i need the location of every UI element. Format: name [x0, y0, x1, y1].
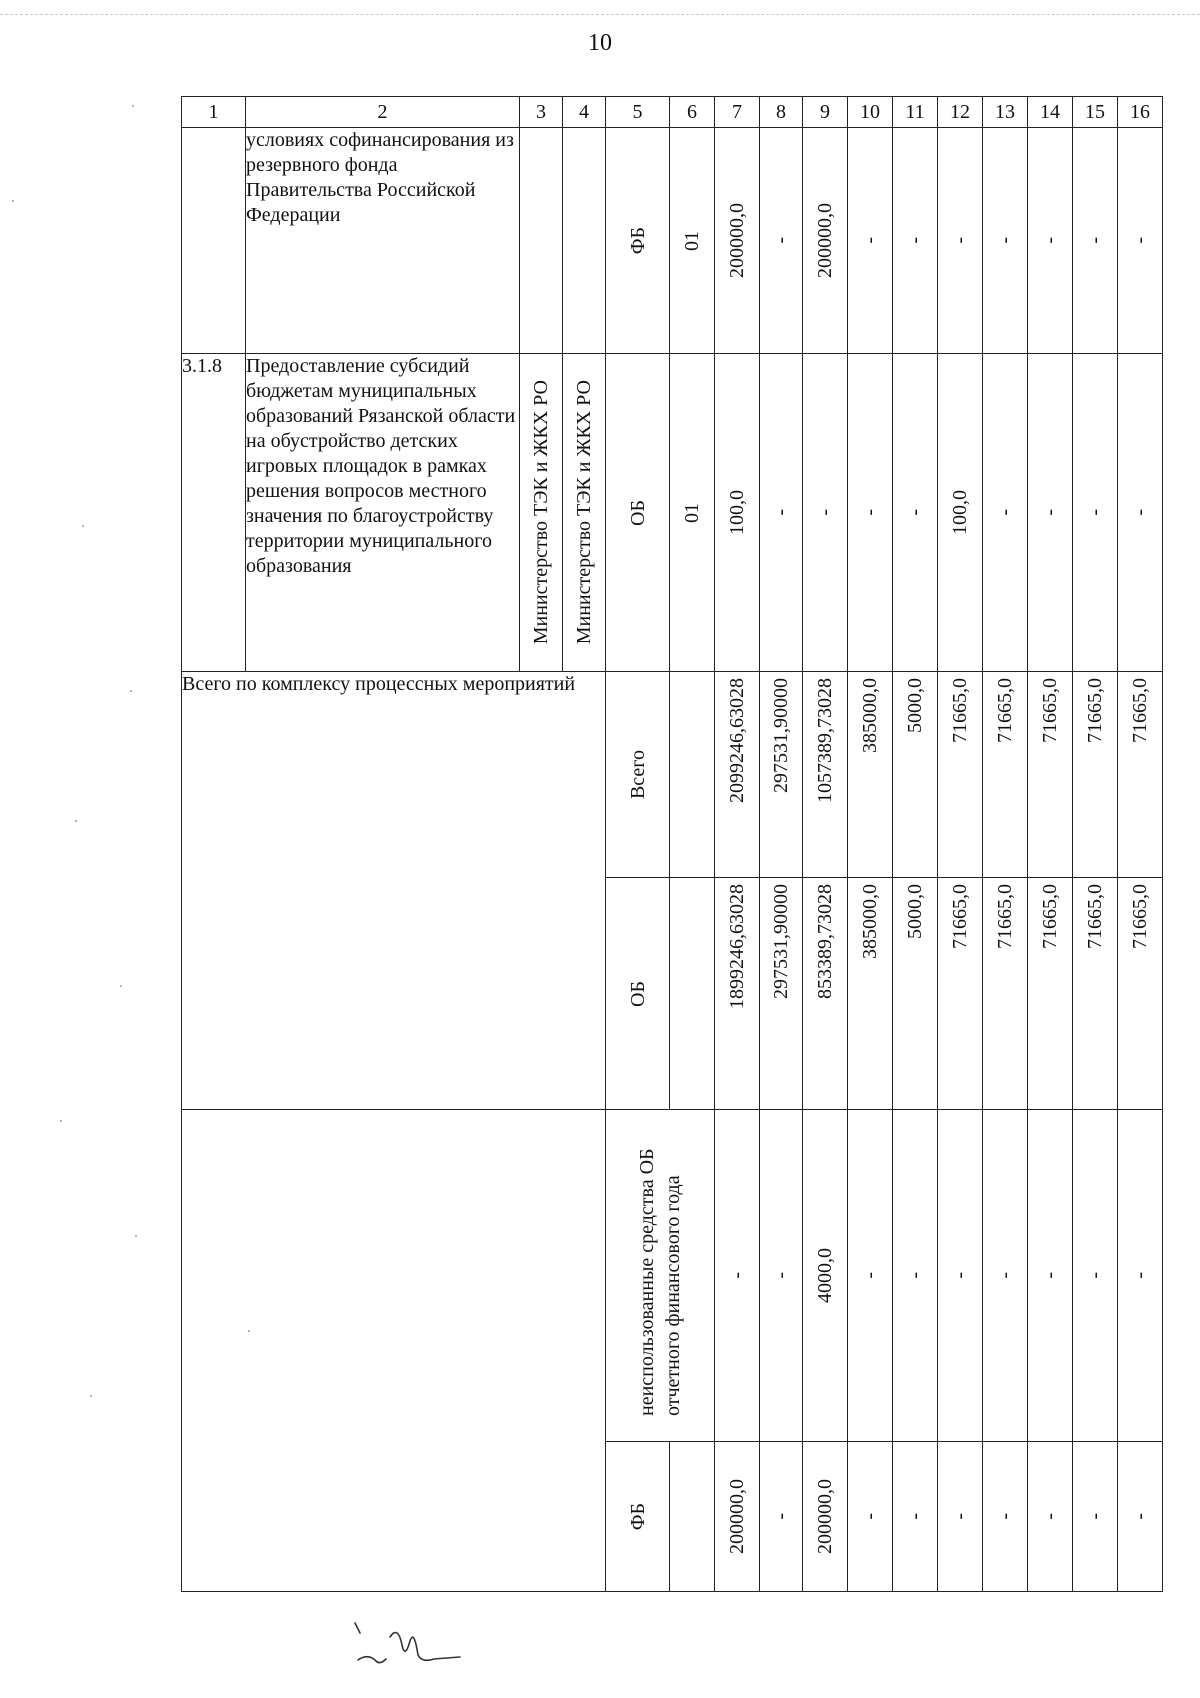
value-cell: 200000,0	[726, 1479, 748, 1554]
value-cell: 853389,73028	[814, 884, 836, 999]
scan-speck	[60, 1120, 62, 1122]
value-cell: -	[994, 1272, 1016, 1279]
value-cell: -	[904, 509, 926, 516]
value-cell: -	[1039, 1513, 1061, 1520]
value-cell: -	[1129, 509, 1151, 516]
value-cell: 200000,0	[814, 203, 836, 278]
value-cell: -	[994, 509, 1016, 516]
value-cell: 1899246,63028	[726, 884, 748, 1009]
value-cell: 297531,90000	[770, 884, 792, 999]
source-cell	[606, 1442, 670, 1592]
value-cell: -	[1084, 237, 1106, 244]
header-cell: 2	[246, 97, 520, 128]
value-cell: -	[904, 1513, 926, 1520]
value-cell: 71665,0	[994, 884, 1016, 949]
value-cell: -	[1129, 1513, 1151, 1520]
table-row-total-vsego	[182, 672, 1163, 878]
page-number: 10	[588, 30, 612, 56]
header-cell: 10	[848, 97, 893, 128]
header-cell: 5	[606, 97, 670, 128]
header-row	[182, 97, 1163, 128]
value-cell: 100,0	[726, 490, 748, 535]
scan-speck	[130, 690, 132, 692]
header-cell: 3	[520, 97, 563, 128]
value-cell: -	[859, 237, 881, 244]
code-cell	[670, 878, 715, 1110]
value-cell: -	[994, 237, 1016, 244]
value-cell: 71665,0	[1039, 884, 1061, 949]
coexecutor-cell	[563, 128, 606, 354]
value-cell: 4000,0	[814, 1248, 836, 1303]
value-cell: -	[770, 237, 792, 244]
value-cell: 71665,0	[1084, 884, 1106, 949]
header-cell: 7	[715, 97, 760, 128]
total-label: Всего по комплексу процессных мероприятий	[182, 672, 606, 1110]
source-cell	[606, 1110, 715, 1442]
budget-table	[181, 96, 1163, 1592]
code-cell	[670, 1442, 715, 1592]
scan-speck	[135, 1235, 137, 1237]
scan-artifact-line	[0, 14, 1200, 15]
value-cell: -	[1129, 237, 1151, 244]
value-cell: -	[814, 509, 836, 516]
source-label: ОБ	[626, 499, 649, 526]
value-cell: 385000,0	[859, 678, 881, 753]
source-cell	[606, 128, 670, 354]
scan-speck	[75, 820, 77, 822]
source-label: Всего	[626, 749, 649, 800]
value-cell: 71665,0	[1039, 678, 1061, 743]
value-cell: 297531,90000	[770, 678, 792, 793]
value-cell: -	[1084, 509, 1106, 516]
code-cell	[670, 128, 715, 354]
value-cell: -	[949, 1272, 971, 1279]
code-cell	[670, 354, 715, 672]
code-cell	[670, 672, 715, 878]
value-cell: 71665,0	[1129, 678, 1151, 743]
value-cell: -	[770, 1272, 792, 1279]
source-label: ОБ	[626, 980, 649, 1007]
scan-speck	[90, 1395, 92, 1397]
source-label: неиспользованные средства ОБ отчетного финансового года	[636, 1148, 684, 1416]
header-cell: 12	[938, 97, 983, 128]
header-cell: 9	[803, 97, 848, 128]
executor-label: Министерство ТЭК и ЖКХ РО	[530, 380, 552, 645]
source-cell	[606, 878, 670, 1110]
header-cell: 1	[182, 97, 246, 128]
value-cell: -	[904, 1272, 926, 1279]
scan-speck	[132, 105, 134, 107]
row-number-cell	[182, 128, 246, 354]
value-cell: -	[770, 1513, 792, 1520]
value-cell: -	[859, 1513, 881, 1520]
value-cell: 5000,0	[904, 678, 926, 733]
header-cell: 15	[1073, 97, 1118, 128]
value-cell: 71665,0	[949, 678, 971, 743]
source-cell	[606, 672, 670, 878]
value-cell: -	[726, 1272, 748, 1279]
value-cell: -	[1084, 1272, 1106, 1279]
value-cell: -	[949, 237, 971, 244]
value-cell: 200000,0	[726, 203, 748, 278]
header-cell: 8	[760, 97, 803, 128]
header-cell: 14	[1028, 97, 1073, 128]
value-cell: 71665,0	[1084, 678, 1106, 743]
value-cell: -	[1039, 509, 1061, 516]
executor-cell	[520, 354, 563, 672]
scan-speck	[248, 1330, 250, 1332]
signature-mark	[350, 1615, 470, 1675]
table-row-3-1-8	[182, 354, 1163, 672]
value-cell: 100,0	[949, 490, 971, 535]
value-cell: -	[770, 509, 792, 516]
value-cell: -	[1039, 237, 1061, 244]
header-cell: 13	[983, 97, 1028, 128]
value-cell: -	[904, 237, 926, 244]
value-cell: 200000,0	[814, 1479, 836, 1554]
scan-speck	[12, 200, 14, 202]
source-cell	[606, 354, 670, 672]
code-value: 01	[681, 230, 703, 251]
header-cell: 4	[563, 97, 606, 128]
value-cell: -	[994, 1513, 1016, 1520]
value-cell: -	[1129, 1272, 1151, 1279]
header-cell: 16	[1118, 97, 1163, 128]
code-value: 01	[681, 502, 703, 523]
table-row-fb-continuation	[182, 128, 1163, 354]
value-cell: -	[1039, 1272, 1061, 1279]
scan-speck	[82, 525, 84, 527]
value-cell: -	[949, 1513, 971, 1520]
value-cell: 2099246,63028	[726, 678, 748, 803]
header-cell: 11	[893, 97, 938, 128]
value-cell: 71665,0	[994, 678, 1016, 743]
executor-cell	[520, 128, 563, 354]
measure-text: условиях софинансирования из резервного фонда Правительства Российской Федерации	[246, 128, 520, 354]
source-label: ФБ	[626, 1502, 649, 1531]
header-cell: 6	[670, 97, 715, 128]
coexecutor-cell	[563, 354, 606, 672]
scan-speck	[120, 985, 122, 987]
measure-text: Предоставление субсидий бюджетам муниципальных образований Рязанской области на обустройство детских игровых площадок в рамках решения вопросов местного значения по благоустройству территории муниципального образования	[246, 354, 520, 672]
empty-label-cell	[182, 1110, 606, 1592]
value-cell: 71665,0	[949, 884, 971, 949]
row-number: 3.1.8	[182, 354, 246, 672]
value-cell: 71665,0	[1129, 884, 1151, 949]
value-cell: 1057389,73028	[814, 678, 836, 803]
coexecutor-label: Министерство ТЭК и ЖКХ РО	[573, 380, 595, 645]
value-cell: -	[859, 509, 881, 516]
value-cell: 5000,0	[904, 884, 926, 939]
value-cell: 385000,0	[859, 884, 881, 959]
table-row-total-unused	[182, 1110, 1163, 1442]
value-cell: -	[1084, 1513, 1106, 1520]
value-cell: -	[859, 1272, 881, 1279]
source-label: ФБ	[626, 226, 649, 255]
